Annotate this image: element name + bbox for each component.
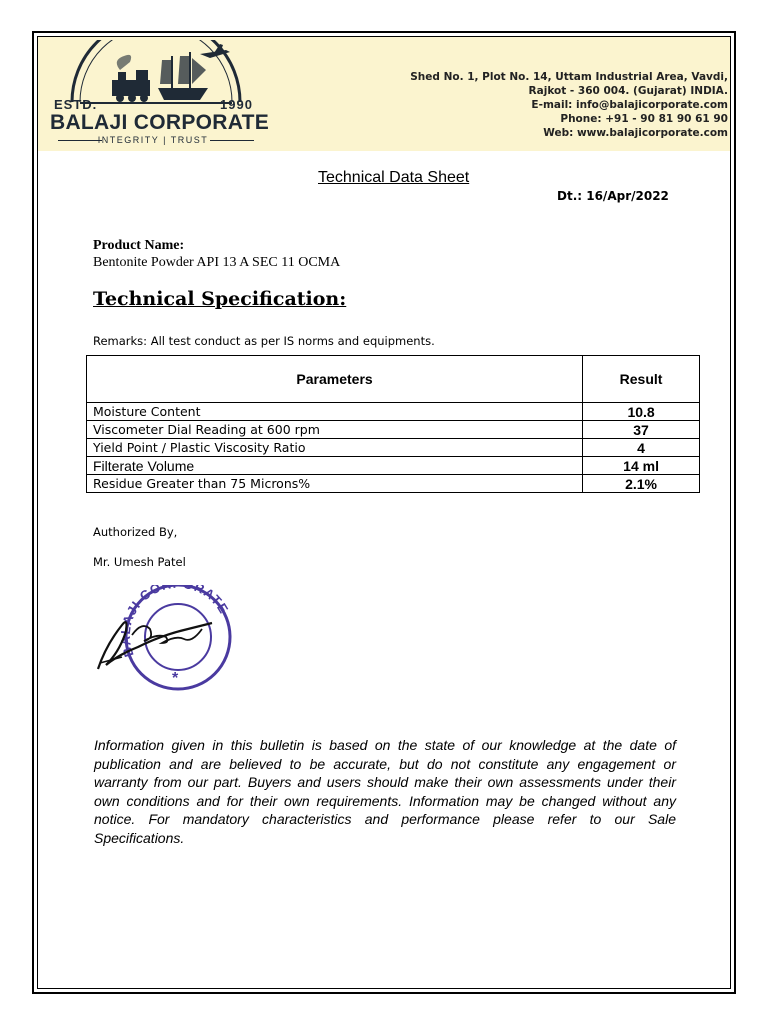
address-line-1: Shed No. 1, Plot No. 14, Uttam Industrial Area, Vavdi,: [410, 71, 728, 83]
document-date: Dt.: 16/Apr/2022: [557, 189, 669, 203]
result-cell: 37: [583, 421, 700, 439]
address-web: Web: www.balajicorporate.com: [543, 127, 728, 139]
seal-text: BALAJI CO RATE: [117, 585, 232, 659]
table-row: [87, 457, 700, 475]
signatory-name: Mr. Umesh Patel: [93, 555, 186, 569]
address-line-2: Rajkot - 360 004. (Gujarat) INDIA.: [528, 85, 728, 97]
spec-table: [86, 355, 700, 493]
address-email: E-mail: info@balajicorporate.com: [531, 99, 728, 111]
remarks-text: Remarks: All test conduct as per IS norms and equipments.: [93, 334, 435, 348]
signature-stamp: [92, 585, 242, 695]
result-cell: 2.1%: [583, 475, 700, 493]
result-cell: 4: [583, 439, 700, 457]
logo-estd-year: 1990: [220, 97, 253, 112]
spec-heading: Technical Specification:: [93, 288, 347, 310]
company-tagline: INTEGRITY | TRUST: [97, 135, 209, 145]
param-cell: Moisture Content: [87, 403, 583, 421]
column-header-result: Result: [583, 356, 700, 403]
address-phone: Phone: +91 - 90 81 90 61 90: [560, 113, 728, 125]
table-row: [87, 475, 700, 493]
param-cell: Residue Greater than 75 Microns%: [87, 475, 583, 493]
param-cell: Yield Point / Plastic Viscosity Ratio: [87, 439, 583, 457]
param-cell: Viscometer Dial Reading at 600 rpm: [87, 421, 583, 439]
param-cell: Filterate Volume: [87, 457, 583, 475]
result-cell: 10.8: [583, 403, 700, 421]
column-header-parameters: Parameters: [87, 356, 583, 403]
authorized-by-label: Authorized By,: [93, 525, 178, 539]
result-cell: 14 ml: [583, 457, 700, 475]
table-row: [87, 439, 700, 457]
table-header-row: [87, 356, 700, 403]
company-name: BALAJI CORPORATE: [50, 111, 270, 134]
logo-estd-label: ESTD.: [54, 97, 98, 112]
table-row: [87, 403, 700, 421]
product-name-label: Product Name:: [93, 238, 185, 253]
product-name-value: Bentonite Powder API 13 A SEC 11 OCMA: [93, 255, 341, 270]
document-title: Technical Data Sheet: [318, 169, 470, 186]
seal-star-icon: *: [172, 670, 179, 687]
company-address: [410, 70, 728, 140]
disclaimer-text: Information given in this bulletin is based on the state of our knowledge at the date of publication and are believed to be accurate, but do not constitute any engagement or warranty from our part. Buyers and users should make their own assessments under their own conditions and for their own requirements. Information may be changed without any notice. For mandatory characteristics and performance please refer to our Sale Specifications.: [94, 737, 676, 846]
company-logo: [50, 40, 270, 148]
table-row: [87, 421, 700, 439]
company-seal-icon: [92, 585, 242, 695]
